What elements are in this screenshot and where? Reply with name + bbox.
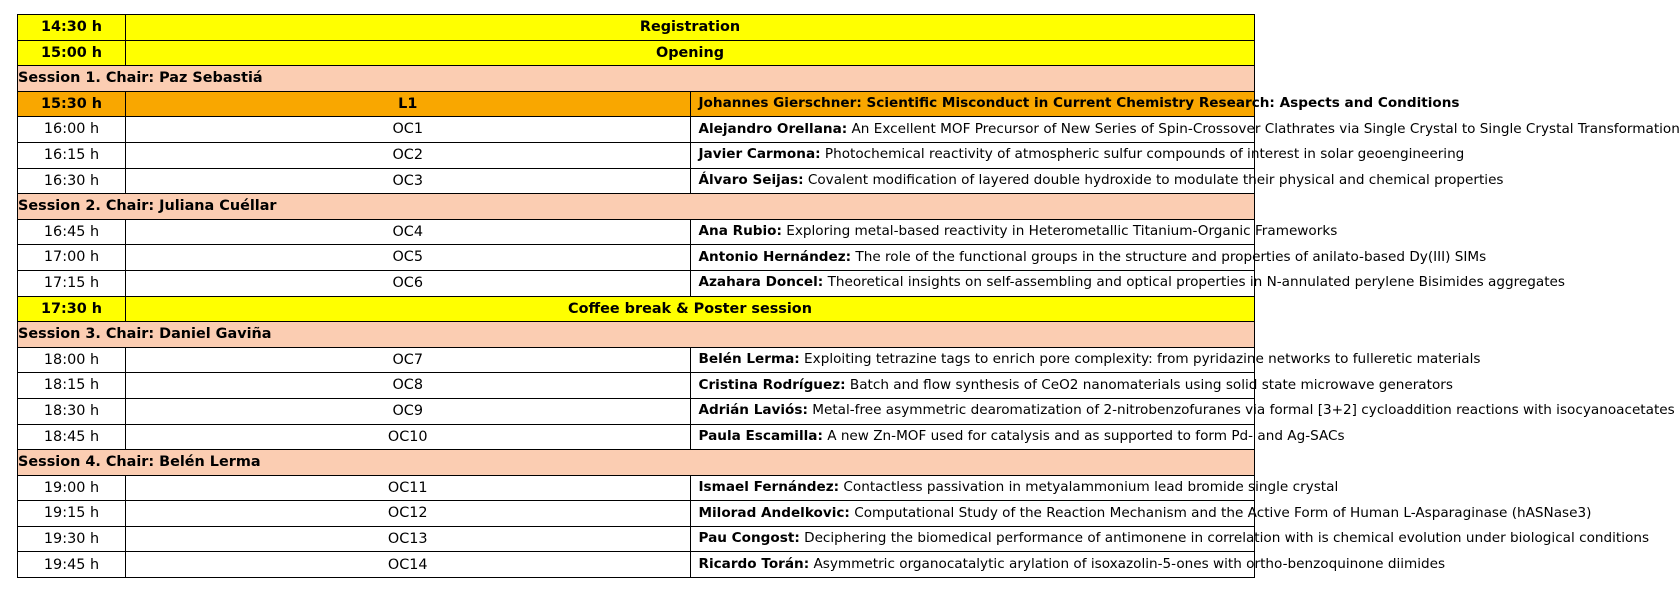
- talk-description: [690, 552, 1446, 578]
- speaker-name: Paula Escamilla:: [698, 428, 823, 444]
- lecture-row: [18, 91, 1255, 117]
- talk-title: Covalent modification of layered double hydroxide to modulate their physical and chemical properties: [803, 172, 1504, 189]
- talk-title: Metal-free asymmetric dearomatization of 2-nitrobenzofuranes via formal [3+2] cycloaddition reactions with isocyanoacetates: [807, 402, 1675, 419]
- talk-title: Contactless passivation in metyalammonium lead bromide single crystal: [839, 479, 1339, 496]
- talk-title: Scientific Misconduct in Current Chemistry Research: Aspects and Conditions: [861, 95, 1460, 112]
- event-title: Opening: [126, 40, 1255, 66]
- session-header: [18, 66, 1255, 92]
- talk-description: [690, 526, 1650, 552]
- speaker-name: Pau Congost:: [698, 530, 800, 547]
- talk-description: [690, 219, 1338, 245]
- talk-row: [18, 526, 1255, 552]
- talk-title: Batch and flow synthesis of CeO2 nanomaterials using solid state microwave generators: [845, 376, 1453, 393]
- talk-row: [18, 475, 1255, 501]
- talk-description: [690, 398, 1675, 424]
- talk-description: [690, 347, 1481, 373]
- talk-code: OC14: [126, 552, 691, 578]
- time-cell: 19:30 h: [18, 526, 126, 552]
- time-cell: 19:45 h: [18, 552, 126, 578]
- speaker-name: Azahara Doncel:: [698, 274, 824, 291]
- talk-title: Theoretical insights on self-assembling and optical properties in N-annulated perylene Bisimides aggregates: [823, 274, 1566, 291]
- time-cell: 14:30 h: [18, 15, 126, 41]
- talk-code: OC3: [126, 168, 691, 194]
- talk-row: [18, 245, 1255, 271]
- time-cell: 18:30 h: [18, 398, 126, 424]
- talk-row: [18, 424, 1255, 450]
- talk-description: [690, 501, 1592, 527]
- program-table-body: [18, 15, 1680, 578]
- talk-code: OC10: [126, 424, 691, 450]
- talk-description: [690, 424, 1345, 450]
- event-row: [18, 296, 1255, 322]
- talk-description: [690, 373, 1453, 399]
- time-cell: 19:15 h: [18, 501, 126, 527]
- event-row: [18, 40, 1255, 66]
- time-cell: 18:45 h: [18, 424, 126, 450]
- talk-description: [690, 270, 1566, 296]
- talk-description: [690, 475, 1339, 501]
- session-header: [18, 450, 1255, 476]
- talk-row: [18, 552, 1255, 578]
- talk-title: Photochemical reactivity of atmospheric sulfur compounds of interest in solar geoengineering: [820, 146, 1465, 163]
- time-cell: 16:15 h: [18, 142, 126, 168]
- talk-title: The role of the functional groups in the structure and properties of anilato-based Dy(III) SIMs: [851, 248, 1487, 265]
- talk-row: [18, 347, 1255, 373]
- talk-description: [690, 142, 1465, 168]
- time-cell: 17:00 h: [18, 245, 126, 271]
- speaker-name: Belén Lerma:: [698, 351, 800, 368]
- speaker-name: Antonio Hernández:: [698, 248, 852, 265]
- talk-title: An Excellent MOF Precursor of New Series of Spin-Crossover Clathrates via Single Crystal to Single Crystal Transformation: [847, 120, 1680, 137]
- talk-code: OC5: [126, 245, 691, 271]
- time-cell: 16:45 h: [18, 219, 126, 245]
- session-chair: Session 2. Chair: Juliana Cuéllar: [18, 194, 1255, 220]
- time-cell: 18:00 h: [18, 347, 126, 373]
- talk-row: [18, 270, 1255, 296]
- talk-code: OC12: [126, 501, 691, 527]
- time-cell: 17:15 h: [18, 270, 126, 296]
- talk-row: [18, 168, 1255, 194]
- speaker-name: Ana Rubio:: [698, 223, 782, 240]
- speaker-name: Johannes Gierschner:: [698, 95, 862, 112]
- talk-row: [18, 142, 1255, 168]
- time-cell: 16:00 h: [18, 117, 126, 143]
- time-cell: 15:00 h: [18, 40, 126, 66]
- event-title: Coffee break & Poster session: [126, 296, 1255, 322]
- time-cell: 17:30 h: [18, 296, 126, 322]
- talk-title: A new Zn-MOF used for catalysis and as supported to form Pd- and Ag-SACs: [822, 428, 1345, 444]
- talk-code: OC7: [126, 347, 691, 373]
- talk-title: Exploiting tetrazine tags to enrich pore complexity: from pyridazine networks to fulleretic materials: [799, 351, 1481, 368]
- time-cell: 18:15 h: [18, 373, 126, 399]
- session-header: [18, 322, 1255, 348]
- talk-code: OC13: [126, 526, 691, 552]
- talk-code: OC6: [126, 270, 691, 296]
- talk-row: [18, 373, 1255, 399]
- session-chair: Session 1. Chair: Paz Sebastiá: [18, 66, 1255, 92]
- talk-row: [18, 219, 1255, 245]
- speaker-name: Milorad Andelkovic:: [698, 504, 850, 521]
- talk-title: Computational Study of the Reaction Mechanism and the Active Form of Human L-Asparaginase (hASNase3): [849, 504, 1592, 521]
- talk-row: [18, 117, 1255, 143]
- talk-title: Deciphering the biomedical performance of antimonene in correlation with is chemical evolution under biological conditions: [799, 530, 1650, 547]
- talk-title: Exploring metal-based reactivity in Heterometallic Titanium-Organic Frameworks: [781, 223, 1338, 240]
- talk-code: OC4: [126, 219, 691, 245]
- time-cell: 16:30 h: [18, 168, 126, 194]
- speaker-name: Ricardo Torán:: [698, 555, 810, 572]
- speaker-name: Ismael Fernández:: [698, 479, 840, 496]
- speaker-name: Cristina Rodríguez:: [698, 376, 846, 393]
- speaker-name: Javier Carmona:: [698, 146, 821, 163]
- speaker-name: Alejandro Orellana:: [698, 120, 848, 137]
- talk-description: [690, 91, 1460, 117]
- session-chair: Session 4. Chair: Belén Lerma: [18, 450, 1255, 476]
- talk-title: Asymmetric organocatalytic arylation of isoxazolin-5-ones with ortho-benzoquinone diimides: [809, 555, 1446, 572]
- talk-code: OC9: [126, 398, 691, 424]
- event-title: Registration: [126, 15, 1255, 41]
- session-chair: Session 3. Chair: Daniel Gaviña: [18, 322, 1255, 348]
- talk-description: [690, 245, 1487, 271]
- time-cell: 15:30 h: [18, 91, 126, 117]
- talk-code: L1: [126, 91, 691, 117]
- time-cell: 19:00 h: [18, 475, 126, 501]
- talk-row: [18, 398, 1255, 424]
- session-header: [18, 194, 1255, 220]
- program-table: [17, 14, 1680, 578]
- talk-description: [690, 117, 1680, 143]
- talk-code: OC11: [126, 475, 691, 501]
- speaker-name: Adrián Laviós:: [698, 402, 808, 419]
- talk-code: OC2: [126, 142, 691, 168]
- talk-row: [18, 501, 1255, 527]
- speaker-name: Álvaro Seijas:: [698, 172, 804, 189]
- talk-description: [690, 168, 1504, 194]
- talk-code: OC1: [126, 117, 691, 143]
- event-row: [18, 15, 1255, 41]
- talk-code: OC8: [126, 373, 691, 399]
